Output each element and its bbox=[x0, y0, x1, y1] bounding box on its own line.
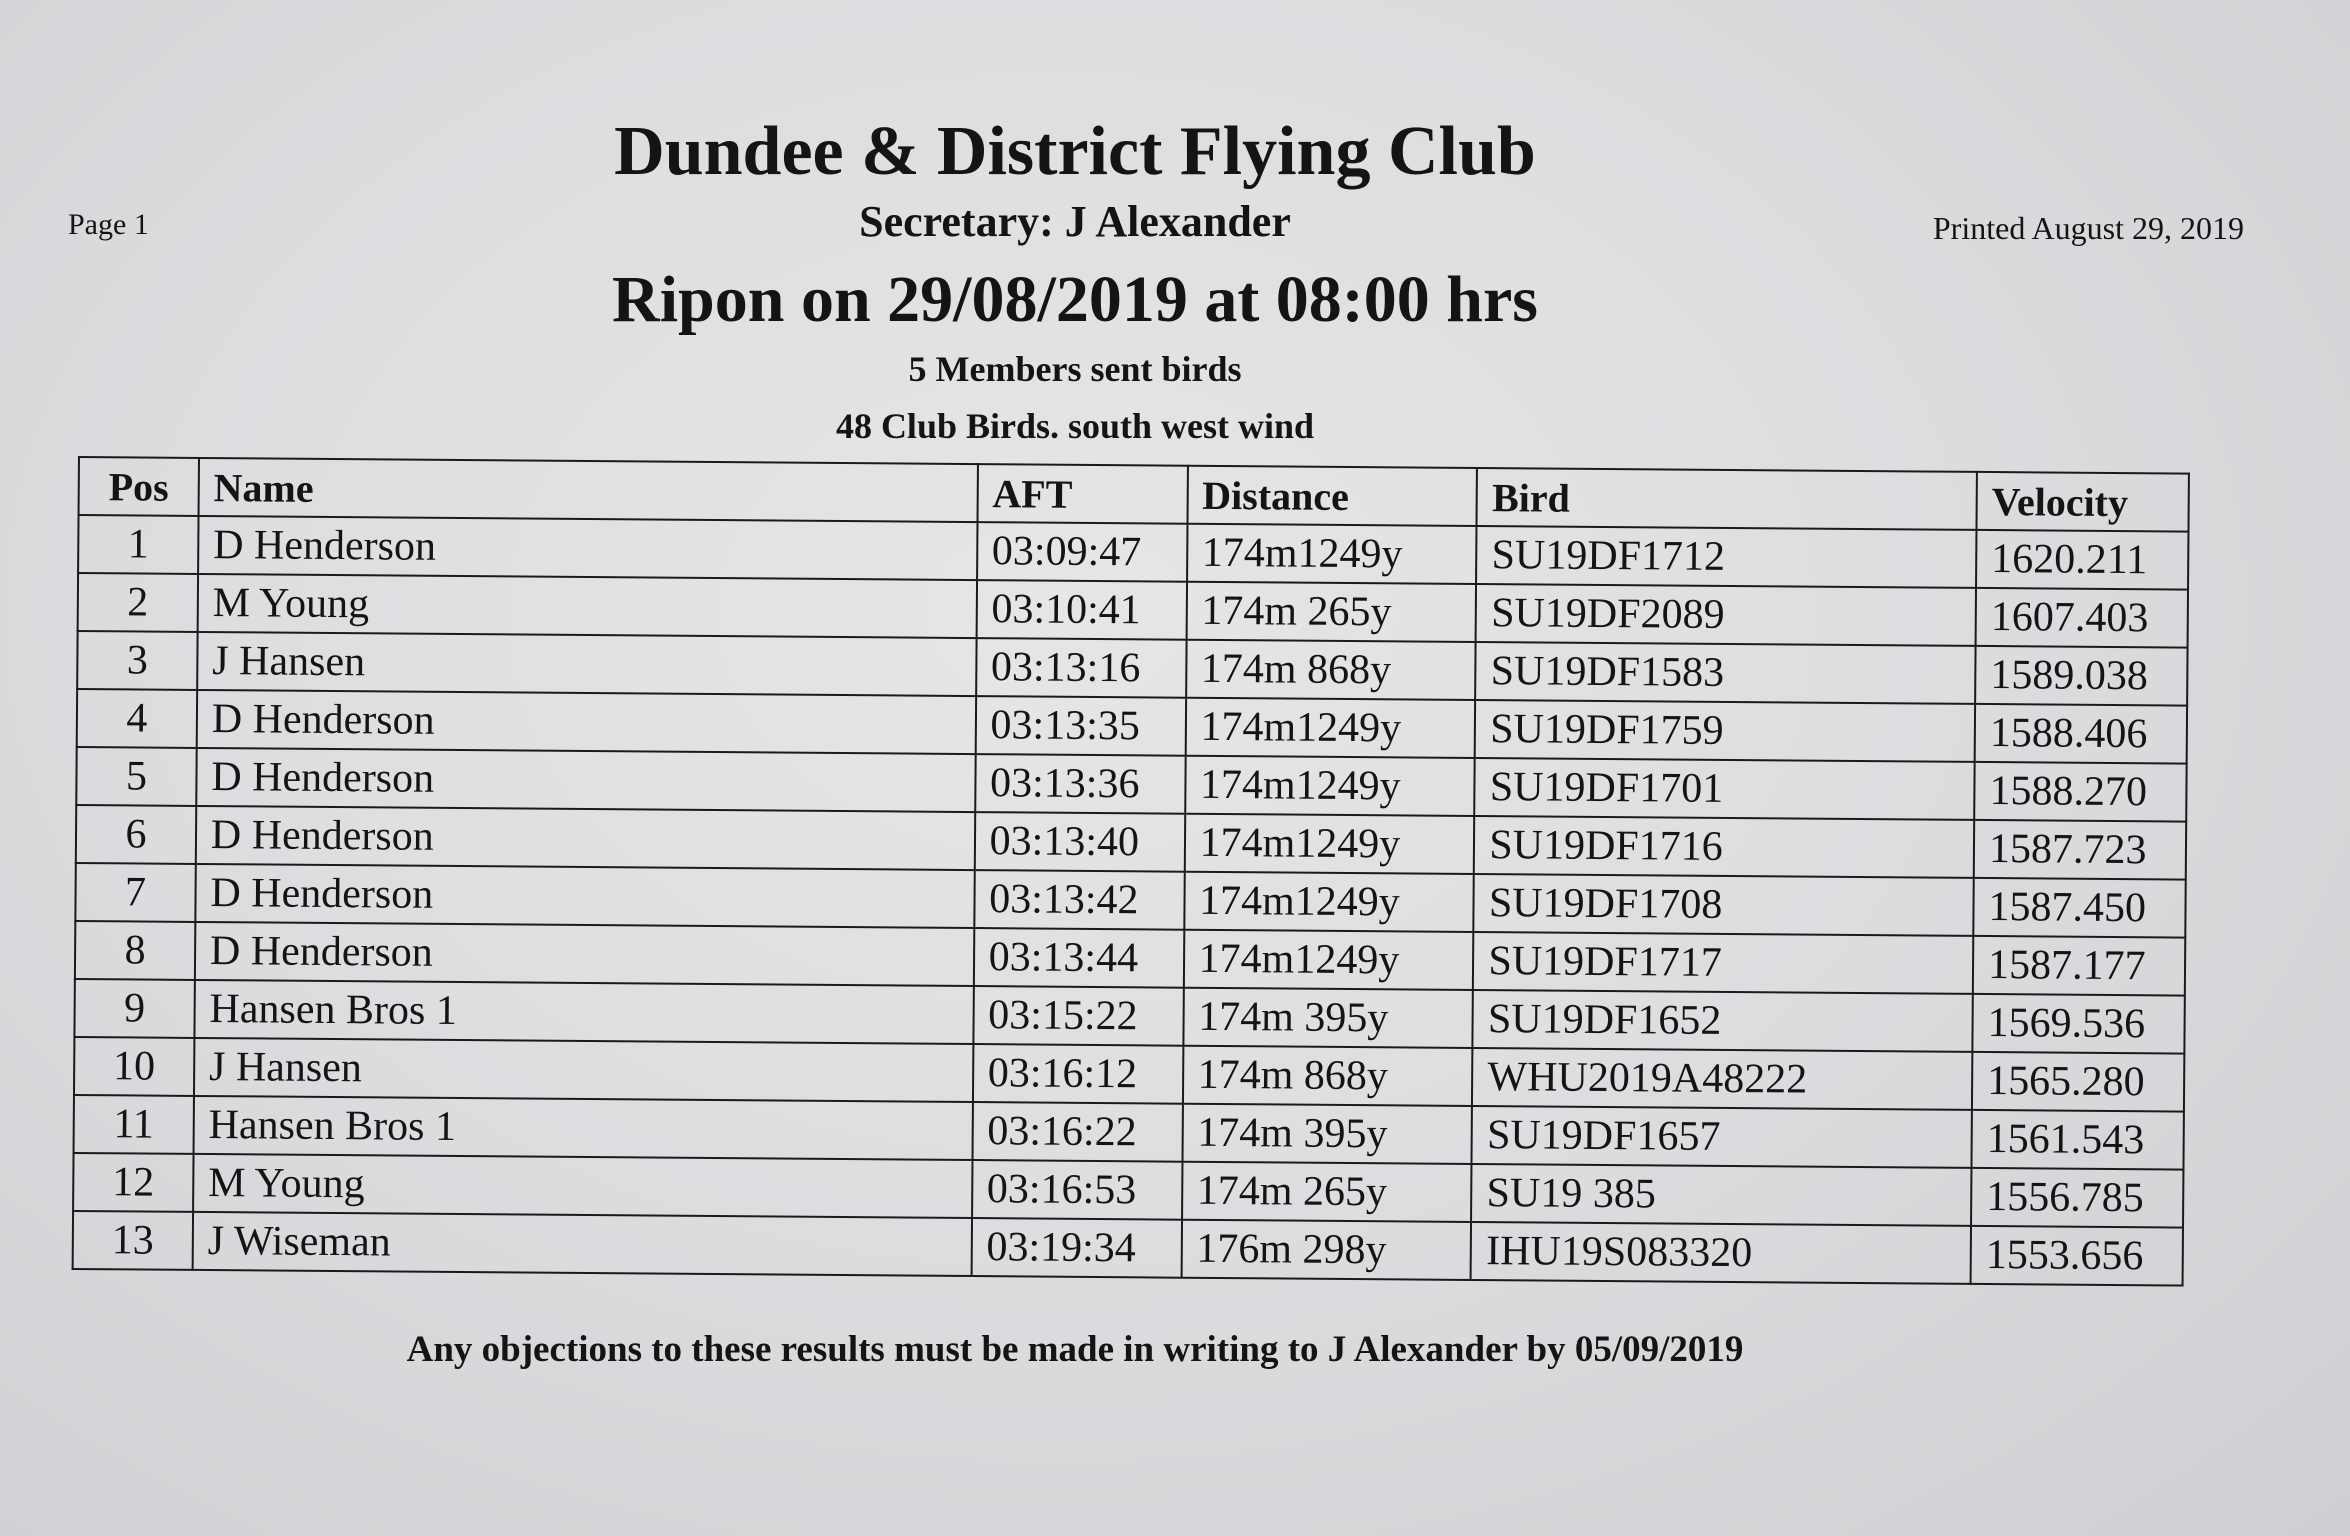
page-number: Page 1 bbox=[68, 208, 149, 241]
col-header-name: Name bbox=[198, 458, 977, 522]
cell-velocity: 1587.450 bbox=[1973, 878, 2185, 938]
cell-pos: 11 bbox=[74, 1095, 194, 1154]
members-line: 5 Members sent birds bbox=[908, 349, 1242, 389]
cell-pos: 10 bbox=[74, 1037, 194, 1096]
cell-pos: 2 bbox=[78, 573, 198, 632]
cell-bird: SU19DF2089 bbox=[1476, 584, 1976, 646]
birds-wind-line: 48 Club Birds. south west wind bbox=[835, 406, 1315, 446]
col-header-bird: Bird bbox=[1477, 468, 1977, 530]
cell-pos: 12 bbox=[73, 1153, 193, 1212]
results-table bbox=[72, 456, 2190, 1287]
cell-name: D Henderson bbox=[198, 516, 977, 580]
col-header-aft: AFT bbox=[977, 464, 1187, 524]
cell-distance: 174m1249y bbox=[1187, 524, 1477, 584]
cell-velocity: 1588.270 bbox=[1974, 762, 2186, 822]
cell-pos: 8 bbox=[75, 921, 195, 980]
cell-aft: 03:13:40 bbox=[974, 812, 1184, 872]
cell-distance: 174m1249y bbox=[1184, 872, 1474, 932]
cell-velocity: 1620.211 bbox=[1976, 530, 2188, 590]
cell-aft: 03:10:41 bbox=[976, 580, 1186, 640]
cell-velocity: 1553.656 bbox=[1971, 1226, 2183, 1286]
cell-distance: 174m 868y bbox=[1182, 1046, 1472, 1106]
cell-distance: 174m 265y bbox=[1186, 582, 1476, 642]
cell-aft: 03:16:53 bbox=[972, 1160, 1182, 1220]
club-name: Dundee & District Flying Club bbox=[614, 113, 1536, 190]
cell-aft: 03:13:16 bbox=[976, 638, 1186, 698]
cell-name: J Hansen bbox=[194, 1038, 973, 1102]
cell-pos: 7 bbox=[75, 863, 195, 922]
cell-bird: WHU2019A48222 bbox=[1472, 1048, 1972, 1110]
cell-distance: 174m 868y bbox=[1186, 640, 1476, 700]
cell-pos: 5 bbox=[76, 747, 196, 806]
cell-name: D Henderson bbox=[195, 922, 974, 986]
cell-pos: 1 bbox=[78, 515, 198, 574]
printed-date: Printed August 29, 2019 bbox=[1932, 210, 2244, 246]
cell-name: D Henderson bbox=[197, 690, 976, 754]
cell-distance: 174m1249y bbox=[1184, 814, 1474, 874]
cell-aft: 03:13:44 bbox=[973, 928, 1183, 988]
cell-bird: SU19DF1708 bbox=[1474, 874, 1974, 936]
cell-bird: SU19DF1657 bbox=[1472, 1106, 1972, 1168]
objections-note: Any objections to these results must be made in writing to J Alexander by 05/09/2019 bbox=[406, 1329, 1744, 1370]
cell-name: D Henderson bbox=[196, 748, 975, 812]
cell-aft: 03:13:36 bbox=[975, 754, 1185, 814]
cell-bird: SU19 385 bbox=[1471, 1164, 1971, 1226]
cell-aft: 03:19:34 bbox=[971, 1218, 1181, 1278]
cell-aft: 03:09:47 bbox=[977, 522, 1187, 582]
cell-aft: 03:16:12 bbox=[973, 1044, 1183, 1104]
cell-distance: 174m 265y bbox=[1182, 1162, 1472, 1222]
cell-bird: SU19DF1652 bbox=[1473, 990, 1973, 1052]
cell-distance: 174m1249y bbox=[1185, 698, 1475, 758]
cell-name: M Young bbox=[197, 574, 976, 638]
col-header-velocity: Velocity bbox=[1976, 472, 2188, 532]
cell-pos: 9 bbox=[74, 979, 194, 1038]
cell-name: M Young bbox=[193, 1154, 972, 1218]
cell-bird: SU19DF1712 bbox=[1476, 526, 1976, 588]
cell-name: J Wiseman bbox=[192, 1212, 971, 1276]
cell-velocity: 1561.543 bbox=[1971, 1110, 2183, 1170]
cell-pos: 6 bbox=[76, 805, 196, 864]
cell-bird: SU19DF1701 bbox=[1475, 758, 1975, 820]
cell-distance: 176m 298y bbox=[1181, 1220, 1471, 1280]
cell-velocity: 1565.280 bbox=[1972, 1052, 2184, 1112]
col-header-pos: Pos bbox=[79, 457, 199, 516]
cell-velocity: 1556.785 bbox=[1971, 1168, 2183, 1228]
cell-velocity: 1607.403 bbox=[1976, 588, 2188, 648]
cell-velocity: 1587.177 bbox=[1973, 936, 2185, 996]
cell-name: Hansen Bros 1 bbox=[194, 980, 973, 1044]
cell-velocity: 1588.406 bbox=[1975, 704, 2187, 764]
cell-name: Hansen Bros 1 bbox=[193, 1096, 972, 1160]
cell-name: D Henderson bbox=[196, 806, 975, 870]
cell-name: D Henderson bbox=[195, 864, 974, 928]
cell-bird: SU19DF1583 bbox=[1476, 642, 1976, 704]
secretary-line: Secretary: J Alexander bbox=[859, 197, 1291, 246]
cell-distance: 174m1249y bbox=[1185, 756, 1475, 816]
cell-aft: 03:13:35 bbox=[975, 696, 1185, 756]
cell-pos: 13 bbox=[73, 1211, 193, 1270]
cell-velocity: 1589.038 bbox=[1975, 646, 2187, 706]
cell-velocity: 1587.723 bbox=[1974, 820, 2186, 880]
cell-velocity: 1569.536 bbox=[1972, 994, 2184, 1054]
cell-aft: 03:13:42 bbox=[974, 870, 1184, 930]
results-table-body bbox=[73, 515, 2189, 1286]
cell-bird: SU19DF1717 bbox=[1473, 932, 1973, 994]
col-header-distance: Distance bbox=[1187, 466, 1477, 526]
cell-name: J Hansen bbox=[197, 632, 976, 696]
cell-pos: 3 bbox=[77, 631, 197, 690]
cell-bird: IHU19S083320 bbox=[1471, 1222, 1971, 1284]
cell-bird: SU19DF1716 bbox=[1474, 816, 1974, 878]
cell-bird: SU19DF1759 bbox=[1475, 700, 1975, 762]
cell-distance: 174m 395y bbox=[1182, 1104, 1472, 1164]
cell-distance: 174m1249y bbox=[1183, 930, 1473, 990]
cell-aft: 03:15:22 bbox=[973, 986, 1183, 1046]
cell-distance: 174m 395y bbox=[1183, 988, 1473, 1048]
cell-aft: 03:16:22 bbox=[972, 1102, 1182, 1162]
race-title: Ripon on 29/08/2019 at 08:00 hrs bbox=[612, 263, 1538, 336]
cell-pos: 4 bbox=[77, 689, 197, 748]
